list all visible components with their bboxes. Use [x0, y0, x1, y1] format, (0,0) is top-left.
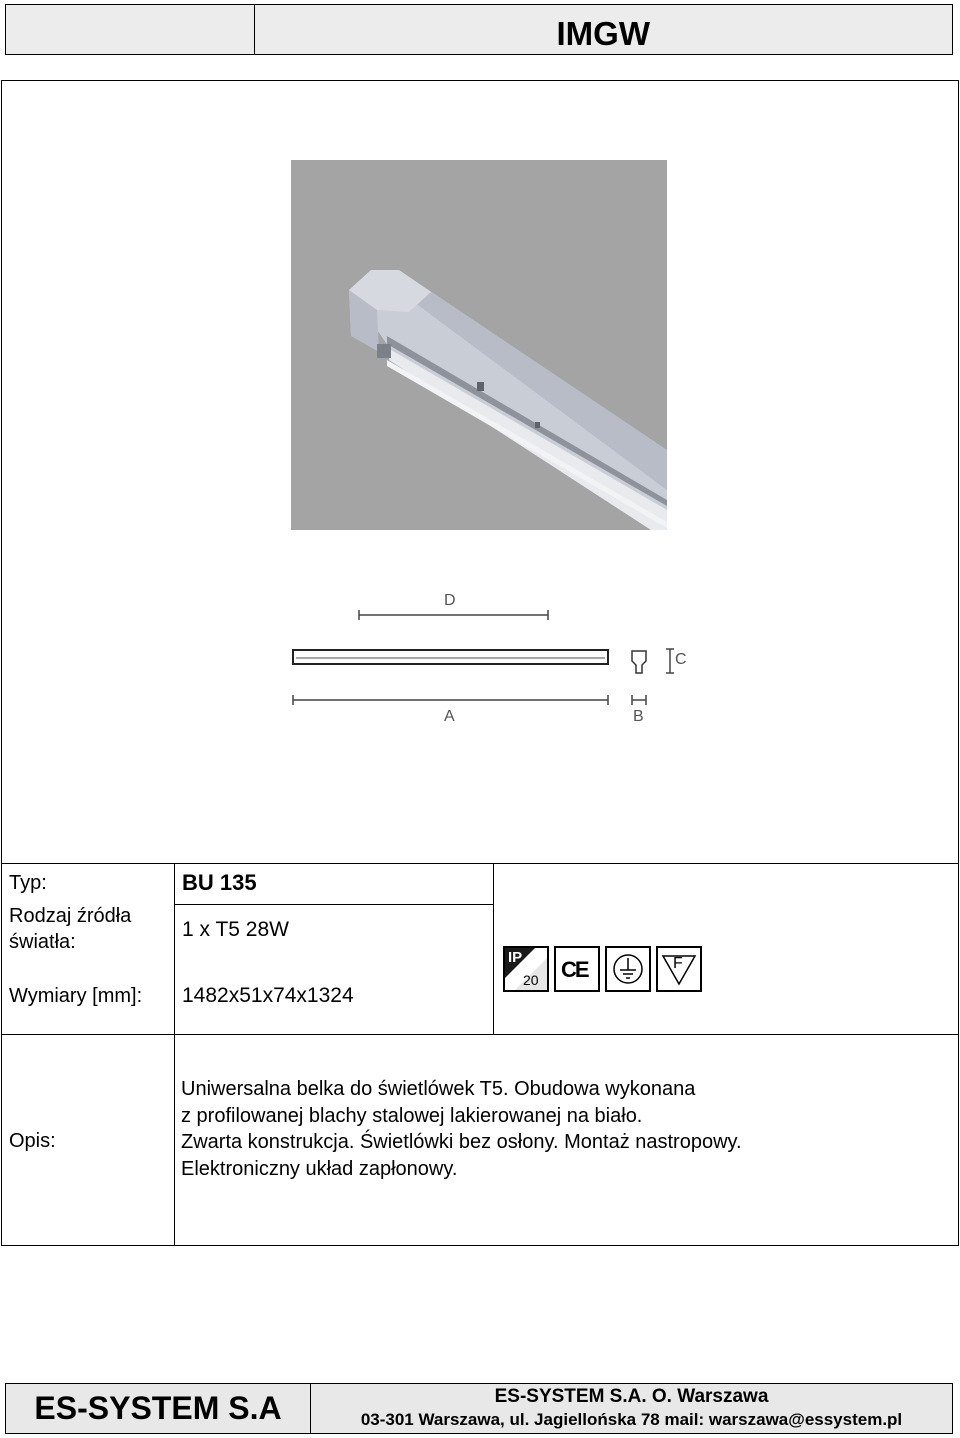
fluorescent-batten-photo [291, 160, 667, 530]
dim-label-b: B [633, 708, 644, 725]
table-divider [493, 863, 494, 1035]
ip-20-icon [503, 946, 549, 992]
dimension-drawing [280, 585, 700, 735]
ce-icon [554, 946, 600, 992]
description-line: z profilowanej blachy stalowej lakierowanej na biało. [181, 1104, 643, 1127]
page-title: IMGW [556, 15, 650, 52]
footer-address: 03-301 Warszawa, ul. Jagiellońska 78 mail: warszawa@essystem.pl [360, 1410, 903, 1429]
footer-brand: ES-SYSTEM S.A [34, 1390, 282, 1426]
description-line: Uniwersalna belka do świetlówek T5. Obudowa wykonana [181, 1078, 696, 1100]
ce-text: CE [561, 957, 588, 982]
source-value: 1 x T5 28W [182, 918, 289, 941]
type-label: Typ: [9, 872, 47, 894]
protective-earth-icon [605, 946, 651, 992]
table-divider [1, 1034, 959, 1035]
table-divider [174, 863, 175, 1246]
dim-label-a: A [444, 708, 455, 725]
table-divider [1, 863, 959, 864]
dim-label-d: D [444, 592, 456, 609]
description-line: Zwarta konstrukcja. Świetlówki bez osłony. Montaż nastropowy. [181, 1131, 742, 1153]
ip-text: IP [508, 949, 523, 966]
source-label-line2: światła: [9, 931, 76, 953]
ip-value: 20 [523, 972, 539, 988]
source-label-line1: Rodzaj źródła [9, 905, 132, 927]
header-left-cell [5, 4, 255, 55]
table-divider [174, 904, 493, 905]
certification-marks [503, 946, 705, 992]
f-text: F [673, 955, 683, 972]
description-text [181, 1076, 742, 1182]
footer-company: ES-SYSTEM S.A. O. Warszawa [494, 1386, 769, 1407]
type-value: BU 135 [182, 870, 257, 895]
f-mark-icon [656, 946, 702, 992]
header-right-cell [254, 4, 953, 55]
dimensions-value: 1482x51x74x1324 [182, 984, 354, 1007]
table-divider [1, 1245, 959, 1246]
dimensions-label: Wymiary [mm]: [9, 985, 143, 1007]
description-line: Elektroniczny układ zapłonowy. [181, 1157, 458, 1180]
dim-label-c: C [675, 651, 687, 668]
description-label: Opis: [9, 1130, 56, 1152]
